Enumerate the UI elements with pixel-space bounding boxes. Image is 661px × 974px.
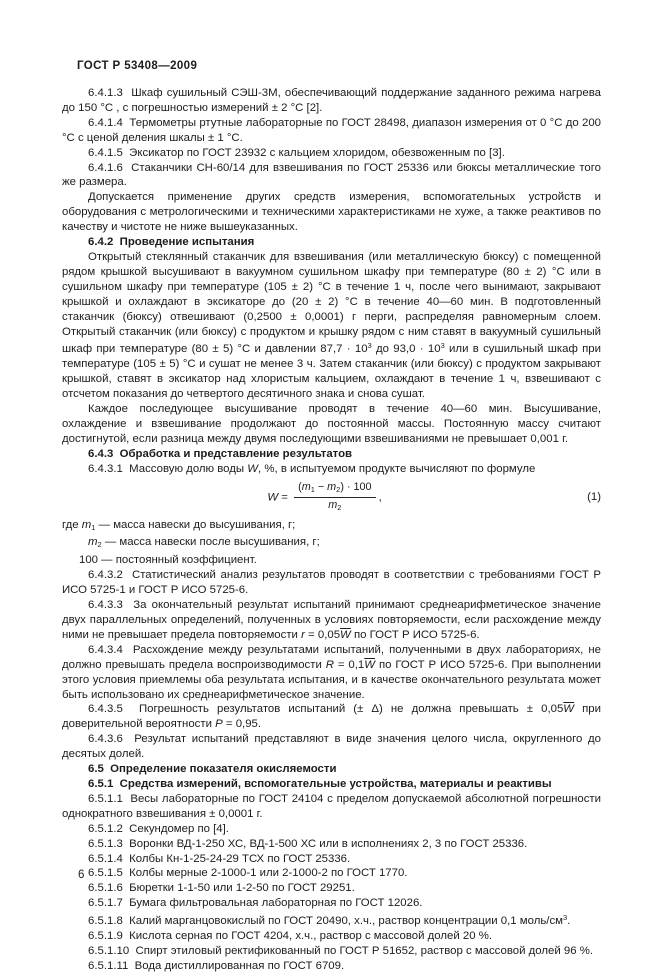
paragraph: 6.4.1.6 Стаканчики СН-60/14 для взвешивания по ГОСТ 25336 или бюксы металлические того же размера. [62, 161, 601, 189]
paragraph: Допускается применение других средств измерения, вспомогательных устройств и оборудования с метрологическими и техническими характеристиками не хуже, а также реактивов по качеству и чистоте не ниже вышеуказанных. [62, 191, 601, 234]
paragraph: где m1 — масса навески до высушивания, г; [62, 518, 296, 532]
section-heading: 6.4.2 Проведение испытания [88, 236, 255, 249]
paragraph: 6.4.3.6 Результат испытаний представляют в виде значения целого числа, округленного до десятых долей. [62, 733, 601, 761]
section-heading: 6.5.1 Средства измерений, вспомогательные устройства, материалы и реактивы [88, 777, 552, 790]
formula-body: W = $\frac{(m1 - m2) \cdot 100}{m2}$ , [267, 480, 382, 512]
section-heading: 6.5 Определение показателя окисляемости [88, 763, 337, 776]
paragraph: 6.4.3.2 Статистический анализ результатов проводят в соответствии с требованиями ГОСТ Р ИСО 5725-1 и ГОСТ Р ИСО 5725-6. [62, 569, 601, 597]
document-body [62, 86, 601, 974]
formula-number: (1) [587, 490, 601, 503]
paragraph: 6.5.1.9 Кислота серная по ГОСТ 4204, х.ч., раствор с массовой долей 20 %. [88, 930, 492, 943]
section-heading: 6.4.3 Обработка и представление результатов [88, 447, 353, 460]
formula-mass-fraction-water [62, 481, 601, 514]
paragraph: 6.5.1.10 Спирт этиловый ректификованный по ГОСТ Р 51652, раствор с массовой долей 96 %. [88, 944, 593, 957]
paragraph: 6.5.1.5 Колбы мерные 2-1000-1 или 2-1000-2 по ГОСТ 1770. [88, 867, 408, 880]
paragraph: 6.4.3.4 Расхождение между результатами испытаний, полученными в двух лабораториях, не должно превышать предела воспроизводимости $R = 0,1\overline{W}$ по ГОСТ Р ИСО 5725-6. При выполнении этого условия приемлемы оба результата испытания, и в качестве окончательного результата может быть использовано их среднеарифметическое значение. [62, 643, 601, 701]
paragraph: 6.4.3.1 Массовую долю воды W, %, в испытуемом продукте вычисляют по формуле [88, 462, 536, 475]
paragraph: 100 — постоянный коэффициент. [79, 554, 257, 567]
paragraph: 6.4.1.3 Шкаф сушильный СЭШ-3М, обеспечивающий поддержание заданного режима нагрева до 150 °C , с погрешностью измерений ± 2 °C [2]. [62, 87, 601, 114]
paragraph: 6.5.1.7 Бумага фильтровальная лабораторная по ГОСТ 12026. [88, 897, 423, 910]
paragraph: 6.5.1.6 Бюретки 1-1-50 или 1-2-50 по ГОСТ 29251. [88, 882, 355, 895]
document-number-header: ГОСТ Р 53408—2009 [77, 60, 198, 72]
paragraph: 6.5.1.4 Колбы Кн-1-25-24-29 ТСХ по ГОСТ 25336. [88, 852, 351, 865]
paragraph: 6.4.3.3 За окончательный результат испытаний принимают среднеарифметическое значение двух параллельных определений, полученных в условиях повторяемости, если расхождение между ними не превышает предела повторяемости $r = 0,05\overline{W}$ по ГОСТ Р ИСО 5725-6. [62, 599, 601, 641]
paragraph: m2 — масса навески после высушивания, г; [88, 536, 320, 550]
paragraph: 6.5.1.2 Секундомер по [4]. [88, 822, 229, 835]
paragraph: 6.5.1.11 Вода дистиллированная по ГОСТ 6709. [88, 959, 345, 972]
page-number: 6 [78, 869, 85, 881]
paragraph: 6.4.1.5 Эксикатор по ГОСТ 23932 с кальцием хлоридом, обезвоженным по [3]. [88, 146, 505, 159]
paragraph: 6.5.1.3 Воронки ВД-1-250 ХС, ВД-1-500 ХС или в исполнениях 2, 3 по ГОСТ 25336. [88, 837, 528, 850]
paragraph: 6.4.3.5 Погрешность результатов испытаний (± Δ) не должна превышать ± $0,05\overline{W}$ при доверительной вероятности P = 0,95. [62, 703, 601, 731]
paragraph: 6.5.1.8 Калий марганцовокислый по ГОСТ 20490, х.ч., раствор концентрации 0,1 моль/$см^3$. [88, 913, 571, 928]
paragraph: 6.5.1.1 Весы лабораторные по ГОСТ 24104 с пределом допускаемой абсолютной погрешности однократного взвешивания ± 0,0001 г. [62, 792, 601, 820]
paragraph: Каждое последующее высушивание проводят в течение 40—60 мин. Высушивание, охлаждение и взвешивание продолжают до постоянной массы. Постоянную массу считают достигнутой, если разница между двумя последующими взвешиваниями не превышает 0,001 г. [62, 403, 601, 445]
paragraph: 6.4.1.4 Термометры ртутные лабораторные по ГОСТ 28498, диапазон измерения от 0 °C до 200 °C с ценой деления шкалы ± 1 °C. [62, 116, 601, 144]
paragraph: Открытый стеклянный стаканчик для взвешивания (или металлическую бюксу) с помещенной рядом крышкой высушивают в вакуумном сушильном шкафу при температуре (80 ± 2) °C или в сушильном шкафу при температуре (105 ± 2) °C в течение 1 ч, после чего вынимают, закрывают крышкой и охлаждают в эксикаторе до (20 ± 2) °C в течение 40—60 мин. В подготовленный стаканчик (бюксу) отвешивают (0,2500 ± 0,0001) г перги, распределяя равномерным слоем. Открытый стаканчик (или бюксу) с продуктом и крышку рядом с ним ставят в вакуумный сушильный шкаф при температуре (80 ± 5) °C и давлении $87,7 \cdot 10^3$ до $93,0 \cdot 10^3$ или в сушильный шкаф при температуре (105 ± 5) °C и сушат не менее 3 ч. Затем стаканчик (или бюксу) с продуктом закрывают крышкой, ставят в эксикатор над хлористым кальцием, охлаждают в течение 1 ч, взвешивают с отсчетом показания до четвертого десятичного знака и снова сушат. [62, 250, 601, 401]
